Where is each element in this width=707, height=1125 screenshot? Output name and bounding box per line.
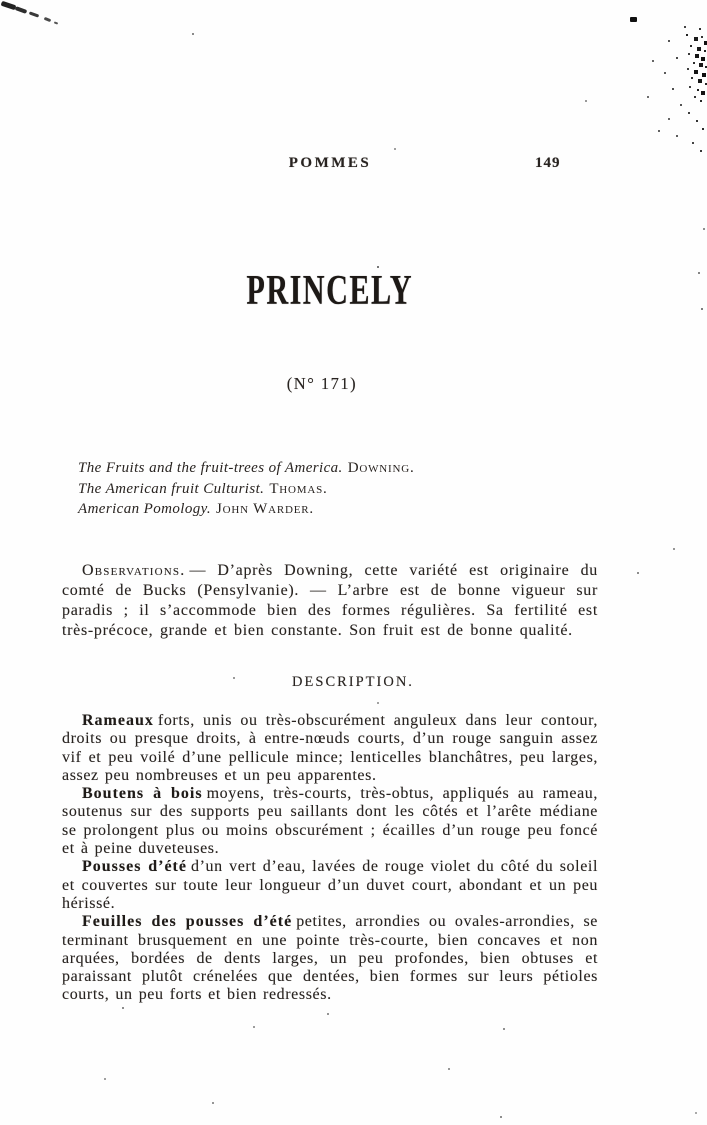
paragraph-lead: Rameaux bbox=[82, 712, 154, 729]
smudge-fragment bbox=[15, 6, 28, 14]
observations-label: Observations. bbox=[82, 562, 186, 579]
page-number: 149 bbox=[535, 155, 561, 171]
reference-title: American Pomology. bbox=[78, 501, 212, 517]
paragraph-text: moyens, très-courts, très-obtus, appliqués au rameau, soutenus sur des supports peu saillants dont les côtés et l’arête médiane se prolongent plus ou moins obscurément ; écailles d’un rouge peu foncé et à peine duveteuses. bbox=[62, 785, 598, 858]
references-list bbox=[78, 458, 578, 520]
smudge-fragment bbox=[29, 11, 39, 17]
scan-speckles bbox=[0, 0, 2, 2]
description-paragraph-boutons bbox=[62, 785, 598, 858]
page-header bbox=[62, 155, 598, 177]
description-paragraph-rameaux bbox=[62, 712, 598, 785]
description-paragraph-feuilles bbox=[62, 913, 598, 1004]
variety-title-text: PRINCELY bbox=[246, 268, 414, 314]
variety-number: (N° 171) bbox=[286, 374, 358, 393]
reference-title: The Fruits and the fruit-trees of America. bbox=[78, 460, 343, 476]
observations-text: — D’après Downing, cette variété est originaire du comté de Bucks (Pensylvanie). — L’arbre est de bonne vigueur sur paradis ; il s’accommode bien des formes régulières. Sa fertilité est très-précoce, grande et bien constante. Son fruit est de bonne qualité. bbox=[62, 562, 598, 639]
description-section bbox=[62, 712, 598, 1005]
paragraph-text: forts, unis ou très-obscurément anguleux dans leur contour, droits ou presque droits, à entre-nœuds courts, d’un rouge sanguin assez vif et peu voilé d’une pellicule mince; lenticelles blanchâtres, peu larges, assez peu nombreuses et un peu apparentes. bbox=[62, 712, 598, 784]
paragraph-text: d’un vert d’eau, lavées de rouge violet du côté du soleil et couvertes sur toute leur longueur d’un duvet court, abondant et un peu hérissé. bbox=[62, 858, 598, 912]
paragraph-text: petites, arrondies ou ovales-arrondies, se terminant brusquement en une pointe très-courte, bien concaves et non arquées, bordées de dents larges, un peu profondes, bien obtuses et paraissant plutôt crénelées que dentées, bien formes sur leurs pétioles courts, un peu forts et bien redressés. bbox=[62, 913, 598, 1004]
paragraph-lead: Feuilles des pousses d’été bbox=[82, 913, 293, 931]
smudge-fragment bbox=[54, 21, 58, 24]
reference-author: Downing. bbox=[347, 460, 415, 476]
reference-author: Thomas. bbox=[269, 480, 328, 497]
reference-item bbox=[78, 458, 578, 479]
description-paragraph-pousses bbox=[62, 858, 598, 913]
variety-title bbox=[62, 268, 598, 314]
reference-item bbox=[78, 499, 578, 520]
smudge-fragment bbox=[44, 17, 52, 22]
paragraph-lead: Pousses d’été bbox=[82, 858, 187, 876]
reference-title: The American fruit Culturist. bbox=[78, 480, 265, 497]
scan-ink-mark bbox=[630, 17, 637, 22]
observations-paragraph bbox=[62, 561, 598, 641]
reference-author: John Warder. bbox=[216, 501, 314, 517]
running-title: POMMES bbox=[288, 155, 372, 171]
description-heading: DESCRIPTION. bbox=[292, 674, 414, 690]
paragraph-lead: Boutens à bois bbox=[82, 785, 203, 803]
reference-item bbox=[78, 479, 578, 500]
